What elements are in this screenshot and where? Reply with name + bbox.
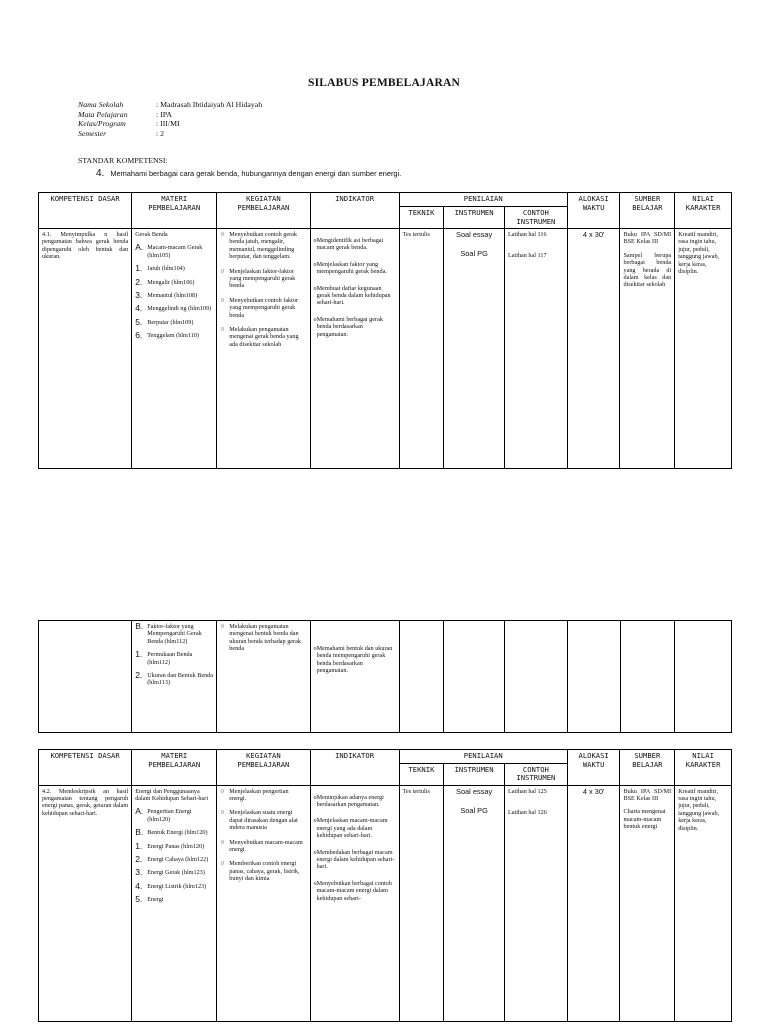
kegiatan-item — [220, 623, 306, 653]
list-item — [135, 651, 213, 666]
school-info — [78, 100, 262, 138]
standar-kompetensi-item — [96, 168, 401, 179]
sumber-text: Buku IPA SD/MI BSE Kelas III — [623, 231, 672, 246]
header-instrumen: INSTRUMEN — [444, 207, 505, 229]
list-marker: B. — [135, 827, 144, 838]
info-value: : III/MI — [156, 119, 180, 129]
indikator-item — [314, 880, 396, 902]
info-value: : IPA — [156, 109, 172, 119]
bullet-icon: o — [313, 260, 317, 268]
header-kegiatan: KEGIATAN PEMBELAJARAN — [217, 193, 310, 229]
contoh-item: Latihan hal 116 — [507, 231, 547, 238]
header-indikator: INDIKATOR — [310, 193, 399, 229]
header-contoh: CONTOH INSTRUMEN — [504, 207, 567, 229]
list-number: 3. — [135, 290, 143, 301]
contoh-item: Latihan hal 117 — [507, 252, 547, 260]
indikator-item — [314, 316, 396, 338]
cell-teknik — [399, 229, 444, 469]
indikator-text: Membuat daftar kegunaan gerak benda dalam kehidupan sehari-hari. — [316, 284, 391, 307]
standar-kompetensi-title: STANDAR KOMPETENSI: — [78, 156, 168, 165]
instrumen-item: Soal PG — [460, 805, 488, 815]
header-alokasi: ALOKASI WAKTU — [567, 193, 620, 229]
list-number: 3. — [135, 867, 143, 878]
cell-instrumen — [444, 785, 505, 1021]
sumber-text: Charta mengenai macam-macam bentuk energi — [623, 808, 666, 831]
cell-contoh — [505, 621, 568, 733]
kegiatan-item — [220, 809, 306, 831]
header-nilai: NILAI KARAKTER — [675, 193, 732, 229]
instrumen-item: Soal PG — [460, 249, 488, 259]
list-number: 4. — [135, 303, 143, 314]
cell-instrumen — [444, 621, 505, 733]
list-item — [135, 880, 213, 891]
bullet-icon: o — [313, 848, 317, 856]
kegiatan-item — [220, 788, 306, 803]
list-text: Tenggelam (hlm110) — [147, 332, 199, 340]
list-number: 1. — [135, 263, 143, 274]
cell-alokasi — [567, 785, 620, 1021]
bullet-icon: ○ — [220, 230, 225, 238]
kegiatan-text: Memberikan contoh energi panas, cahaya, gerak, listrik, bunyi dan kimia — [229, 860, 300, 883]
info-row — [78, 110, 262, 120]
cell-sumber — [620, 229, 675, 469]
cell-contoh — [504, 229, 567, 469]
cell-kd — [39, 229, 132, 469]
list-number: 5. — [135, 894, 143, 905]
sumber-text: Sampel berupa berbagai benda yang berada di dalam kelas dan disekitar sekolah — [623, 251, 672, 289]
kegiatan-item — [220, 231, 306, 261]
kegiatan-item — [220, 860, 306, 882]
contoh-item: Latihan hal 126 — [507, 808, 547, 816]
cell-alokasi — [567, 621, 620, 733]
materi-b — [135, 623, 213, 645]
bullet-icon: ○ — [220, 808, 225, 817]
cell-kd — [39, 785, 132, 1021]
cell-sumber — [620, 785, 675, 1021]
syllabus-table-1 — [38, 192, 732, 469]
bullet-icon: ○ — [220, 295, 225, 304]
list-text: Energi — [147, 896, 164, 904]
info-label: Mata Pelajaran — [78, 109, 128, 119]
list-text: Energi Cahaya (hlm122) — [147, 855, 209, 863]
header-penilaian: PENILAIAN — [399, 750, 567, 764]
sumber-text: Buku IPA SD/MI BSE Kelas III — [623, 787, 672, 802]
list-number: 4. — [135, 880, 143, 891]
header-contoh: CONTOH INSTRUMEN — [504, 763, 567, 785]
cell-kegiatan — [217, 621, 310, 733]
info-row — [78, 129, 262, 139]
header-materi: MATERI PEMBELAJARAN — [132, 193, 217, 229]
cell-materi — [132, 229, 217, 469]
list-text: Energi Panas (hlm120) — [147, 842, 205, 850]
bullet-icon: ○ — [220, 837, 225, 846]
kegiatan-item — [220, 268, 306, 290]
alokasi-text: 4 x 30' — [582, 230, 605, 239]
kd-text: 4.1. Menyimpulka n hasil pengamatan bahwa gerak benda dipengaruhi oleh bentuk dan ukuran. — [42, 231, 129, 261]
cell-teknik — [399, 621, 444, 733]
cell-nilai — [675, 785, 732, 1021]
list-number: 5. — [135, 316, 143, 327]
header-kd: KOMPETENSI DASAR — [39, 750, 132, 786]
materi-a — [135, 244, 213, 259]
info-value: : 2 — [156, 128, 165, 138]
list-number: 2. — [135, 670, 143, 681]
cell-sumber — [620, 621, 675, 733]
info-label: Nama Sekolah — [78, 100, 124, 109]
list-text: Mengalir (hlm106) — [147, 278, 195, 286]
list-item — [135, 840, 213, 851]
header-indikator: INDIKATOR — [310, 750, 399, 786]
kegiatan-text: Menyebutkan macam-macam energi. — [229, 838, 303, 853]
kegiatan-item — [220, 326, 306, 348]
list-number: 6. — [135, 330, 143, 341]
indikator-text: Menjelaskan faktor yang mempengaruhi gerak benda. — [316, 260, 387, 276]
bullet-icon: o — [313, 645, 317, 652]
list-item — [135, 265, 213, 272]
cell-kegiatan — [217, 229, 310, 469]
info-label: Semester — [78, 128, 107, 138]
list-number: 1. — [135, 840, 143, 851]
cell-indikator — [310, 621, 399, 733]
bullet-icon: o — [313, 793, 317, 801]
bullet-icon: ○ — [220, 325, 225, 334]
list-text: Faktor-faktor yang Mempengaruhi Gerak Benda (hlm112) — [147, 623, 202, 645]
bullet-icon: o — [313, 817, 317, 825]
cell-indikator — [310, 785, 399, 1021]
materi-title: Energi dan Penggunaanya dalam Kehidupan Sehari-hari — [135, 787, 209, 802]
kegiatan-text: Menyebutkan contoh faktor yang mempengaruhi gerak benda — [229, 296, 299, 319]
bullet-icon: o — [313, 879, 317, 887]
cell-kd — [39, 621, 132, 733]
header-teknik: TEKNIK — [399, 207, 444, 229]
cell-instrumen — [444, 229, 505, 469]
header-penilaian: PENILAIAN — [399, 193, 567, 207]
list-item — [135, 672, 213, 687]
indikator-item — [314, 794, 396, 809]
list-text: Jatuh (hlm104) — [147, 265, 185, 273]
list-text: Pengertian Energi (hlm120) — [147, 808, 192, 823]
sk-number: 4. — [96, 168, 105, 179]
list-item — [135, 869, 213, 876]
info-value: : Madrasah Ibtidaiyah Al Hidayah — [156, 100, 263, 109]
page-title: SILABUS PEMBELAJARAN — [308, 77, 460, 89]
indikator-item — [314, 645, 396, 675]
info-row — [78, 100, 262, 110]
indikator-text: Menjelaskan macam-macam energi yang ada dalam kehidupan sehari-hari. — [316, 817, 388, 840]
indikator-item — [314, 817, 396, 839]
header-alokasi: ALOKASI WAKTU — [567, 750, 620, 786]
list-text: Macam-macam Gerak (hlm105) — [147, 244, 203, 259]
contoh-item: Latihan hal 125 — [507, 787, 547, 795]
list-number: 2. — [135, 276, 143, 287]
indikator-item — [314, 261, 396, 276]
indikator-text: Memahami bentuk dan ukuran benda mempengaruhi gerak benda berdasarkan pengamatan. — [316, 645, 393, 675]
syllabus-table-3 — [38, 749, 732, 1022]
kegiatan-item — [220, 297, 306, 319]
header-instrumen: INSTRUMEN — [444, 763, 505, 785]
indikator-text: Menunjukan adanya energi berdasarkan pengamatan. — [316, 793, 384, 808]
bullet-icon: ○ — [220, 786, 225, 795]
kegiatan-text: Menjelaskan faktor-faktor yang mempengaruhi gerak benda — [229, 267, 296, 290]
indikator-text: Mengidentifik asi berbagai macam gerak benda. — [316, 237, 384, 252]
indikator-text: Menyebutkan berbagai contoh macam-macam energi dalam kehidupan sehari- — [316, 879, 392, 902]
teknik-text: Tes tertulis — [402, 231, 430, 238]
list-item — [135, 896, 213, 903]
alokasi-text: 4 x 30' — [582, 786, 605, 796]
bullet-icon: ○ — [220, 859, 225, 868]
cell-contoh — [504, 785, 567, 1021]
list-item — [135, 808, 213, 823]
list-item — [135, 305, 213, 312]
info-label: Kelas/Program — [78, 119, 126, 129]
kd-text: 4.2. Mendeskripsik an hasil pengamatan tentang pengaruh energi panas, gerak, getaran dalam kehidupan sehari-hari. — [42, 787, 129, 817]
list-text: Bentuk Energi (hlm120) — [147, 829, 208, 837]
bullet-icon: ○ — [220, 266, 225, 275]
list-item — [135, 332, 213, 339]
list-text: Berputar (hlm109) — [147, 318, 194, 326]
bullet-icon: o — [313, 315, 317, 323]
indikator-item — [314, 849, 396, 871]
teknik-text: Tes tertulis — [402, 787, 430, 795]
cell-materi — [132, 785, 217, 1021]
header-teknik: TEKNIK — [399, 763, 444, 785]
kegiatan-text: Menjelaskan suatu energi dapat dirasakan dengan alat indera manusia — [229, 809, 298, 832]
list-text: Permukaan Benda (hlm112) — [147, 651, 193, 666]
list-marker: A. — [135, 806, 144, 817]
kegiatan-text: Melakukan pengamatan mengenai gerak benda yang ada disekitar sekolah — [229, 326, 299, 348]
list-item — [135, 316, 213, 327]
list-item — [135, 829, 213, 836]
cell-indikator — [310, 229, 399, 469]
header-kd: KOMPETENSI DASAR — [39, 193, 132, 229]
bullet-icon: o — [313, 284, 317, 292]
header-sumber: SUMBER BELAJAR — [620, 193, 675, 229]
nilai-text: Kreatif mandiri, rasa ingin tahu, jujur, peduli, tanggung jawab, kerja keras, disiplin. — [678, 787, 720, 832]
kegiatan-text: Menjelaskan pengertian energi. — [229, 787, 289, 802]
cell-nilai — [675, 229, 732, 469]
syllabus-table-2 — [38, 620, 732, 733]
list-item — [135, 276, 213, 287]
list-text: Energi Gerak (hlm123) — [147, 869, 205, 877]
instrumen-item: Soal essay — [456, 786, 493, 796]
list-text: Ukuran dan Bentuk Benda (hlm113) — [147, 672, 214, 687]
list-item — [135, 853, 213, 864]
indikator-text: Memahami berbagai gerak benda berdasarkan pengamatan. — [316, 315, 383, 338]
nilai-text: Kreatif mandiri, rasa ingin tahu, jujur, peduli, tanggung jawab, kerja keras, disiplin. — [678, 231, 720, 276]
kegiatan-text: Melakukan pengamatan mengenai bentuk benda dan ukuran benda terhadap gerak benda — [229, 623, 301, 653]
bullet-icon: o — [313, 237, 317, 244]
materi-title: Gerak Benda — [135, 231, 168, 238]
indikator-item — [314, 285, 396, 307]
kegiatan-text: Menyebutkan contoh gerak benda jatuh, mengalir, memantul, menggelinding berputar, dan tenggelam. — [229, 231, 297, 261]
kegiatan-item — [220, 839, 306, 854]
header-kegiatan: KEGIATAN PEMBELAJARAN — [217, 750, 310, 786]
indikator-text: Membedakan berbagai macam energi dalam kehidupan sehari-hari. — [316, 848, 395, 871]
list-number: 2. — [135, 853, 143, 864]
info-row — [78, 119, 262, 129]
list-item — [135, 292, 213, 299]
header-nilai: NILAI KARAKTER — [675, 750, 732, 786]
cell-kegiatan — [217, 785, 310, 1021]
sk-text: Memahami berbagai cara gerak benda, hubungannya dengan energi dan sumber energi. — [110, 169, 402, 178]
instrumen-item: Soal essay — [456, 230, 493, 239]
cell-nilai — [675, 621, 732, 733]
list-marker: A. — [135, 242, 144, 253]
list-number: 1. — [135, 649, 143, 660]
list-marker: B. — [135, 621, 144, 631]
list-text: Memantul (hlm108) — [147, 292, 198, 300]
cell-teknik — [399, 785, 444, 1021]
indikator-item — [314, 237, 396, 252]
header-materi: MATERI PEMBELAJARAN — [132, 750, 217, 786]
header-sumber: SUMBER BELAJAR — [620, 750, 675, 786]
cell-materi — [132, 621, 217, 733]
list-text: Menggelindi ng (hlm109) — [147, 305, 212, 313]
list-text: Energi Listrik (hlm123) — [147, 882, 207, 890]
bullet-icon: ○ — [220, 622, 225, 630]
cell-alokasi — [567, 229, 620, 469]
